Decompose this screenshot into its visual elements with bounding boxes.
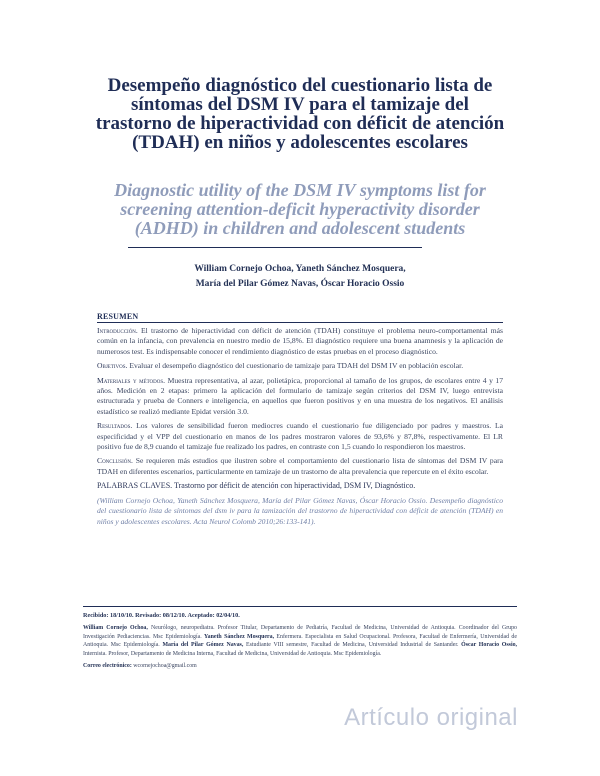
affiliation-text: Estudiante VIII semestre, Facultad de Medicina, Universidad Industrial de Santander. <box>243 642 462 649</box>
affiliation-name: Óscar Horacio Ossio, <box>461 642 517 649</box>
title-english: Diagnostic utility of the DSM IV symptoms list for screening attention-deficit hyperactivity disorder (ADHD) in children and adolescent students <box>114 180 486 238</box>
contact-email <box>83 662 517 670</box>
section-label: Resultados. <box>97 421 133 431</box>
abstract-methods <box>97 376 503 418</box>
abstract-body <box>97 326 503 531</box>
affiliation-name: María del Pilar Gómez Navas, <box>162 642 244 649</box>
email-label: Correo electrónico: <box>83 663 132 670</box>
section-label: Introducción. <box>97 326 138 335</box>
author-affiliations <box>83 624 517 658</box>
section-text: El trastorno de hiperactividad con déficit de atención (TDAH) constituye el problema neuro-comportamental más común en la infancia, con prevalencia en nuestro medio de 15,8%. El diagnóstico requiere una buena anamnesis y la aplicación de numerosos test. Es indispensable conocer el rendimiento diagnóstico de estas pruebas en el proceso diagnóstico. <box>97 326 503 356</box>
author-line-2: María del Pilar Gómez Navas, Óscar Horacio Ossio <box>195 279 405 289</box>
section-label: Materiales y métodos. <box>97 375 166 385</box>
resumen-divider <box>97 322 503 323</box>
abstract-objectives <box>97 361 503 371</box>
footnotes <box>83 612 517 674</box>
section-text: Se requieren más estudios que ilustren sobre el comportamiento del cuestionario lista de síntomas del DSM IV para TDAH en diferentes escenarios, particularmente en tamizaje de un trastorno de alta prevalencia que repercute en el éxito escolar. <box>97 456 503 476</box>
abstract-results <box>97 421 503 452</box>
affiliation-name: Yaneth Sánchez Mosquera, <box>204 633 275 640</box>
keywords: PALABRAS CLAVES. Trastorno por déficit de atención con hiperactividad, DSM IV, Diagnóstico. <box>97 481 416 491</box>
resumen-heading: RESUMEN <box>97 312 139 321</box>
section-text: Los valores de sensibilidad fueron mediocres cuando el cuestionario fue diligenciado por padres y maestros. La especificidad y el VPP del cuestionario en manos de los padres mostraron valores de 93,6% y 87,8%, respectivamente. El LR positivo fue de 8,9 cuando el tamizaje fue realizado los padres, en contraste con 1,5 cuando lo respondieron los maestros. <box>97 421 503 452</box>
section-label: Objetivos. <box>97 361 128 371</box>
abstract-introduction <box>97 326 503 357</box>
section-text: Evaluar el desempeño diagnóstico del cuestionario de tamizaje para TDAH del DSM IV en población escolar. <box>127 361 464 371</box>
affiliation-text: Enfermera. Especialista en Salud Ocupacional. Profesora, Facultad de Enfermería, Universidad de Antioquia. Msc Epidemiología. <box>83 633 517 649</box>
footer-divider <box>83 606 517 607</box>
email-address: wcornejochoa@gmail.com <box>131 663 197 670</box>
title-spanish: Desempeño diagnóstico del cuestionario lista de síntomas del DSM IV para el tamizaje del trastorno de hiperactividad con déficit de atención (TDAH) en niños y adolescentes escolares <box>95 75 505 153</box>
title-divider <box>128 247 422 248</box>
affiliation-text: Neurólogo, neuropediatra. Profesor Titular, Departamento de Pediatría, Facultad de Medicina, Universidad de Antioquia. Coordinador del Grupo Investigación Pediaciencias. Msc Epidemiología. <box>83 625 517 640</box>
article-type-label: Artículo original <box>344 704 518 731</box>
author-list <box>150 262 450 292</box>
received-dates: Recibido: 18/10/10. Revisado: 08/12/10. Aceptado: 02/04/10. <box>83 612 240 619</box>
abstract-conclusion <box>97 456 503 477</box>
affiliation-text: Internista. Profesor, Departamento de Medicina Interna, Facultad de Medicina, Universidad de Antioquia. Msc Epidemiología. <box>83 650 382 657</box>
section-label: Conclusión. <box>97 456 133 466</box>
citation: (William Cornejo Ochoa, Yaneth Sánchez Mosquera, María del Pilar Gómez Navas, Óscar Horacio Ossio. Desempeño diagnóstico del cuestionario lista de síntomas del dsm iv para la tamización del trastorno de hiperactividad con déficit de atención (TDAH) en niños y adolescentes escolares. Acta Neurol Colomb 2010;26:133-141). <box>97 495 503 526</box>
author-line-1: William Cornejo Ochoa, Yaneth Sánchez Mosquera, <box>194 264 406 274</box>
affiliation-name: William Cornejo Ochoa, <box>83 625 148 632</box>
section-text: Muestra representativa, al azar, polietápica, proporcional al tamaño de los grupos, de escolares entre 4 y 17 años. Medición en 2 etapas: primero la aplicación del formulario de tamizaje según criterios del DSM IV, luego entrevista estructurada y prueba de Conners e inteligencia, en aquellos que fueron positivos y en una muestra de los negativos. El análisis estadístico se realizó mediante Epidat versión 3.0. <box>97 375 503 416</box>
